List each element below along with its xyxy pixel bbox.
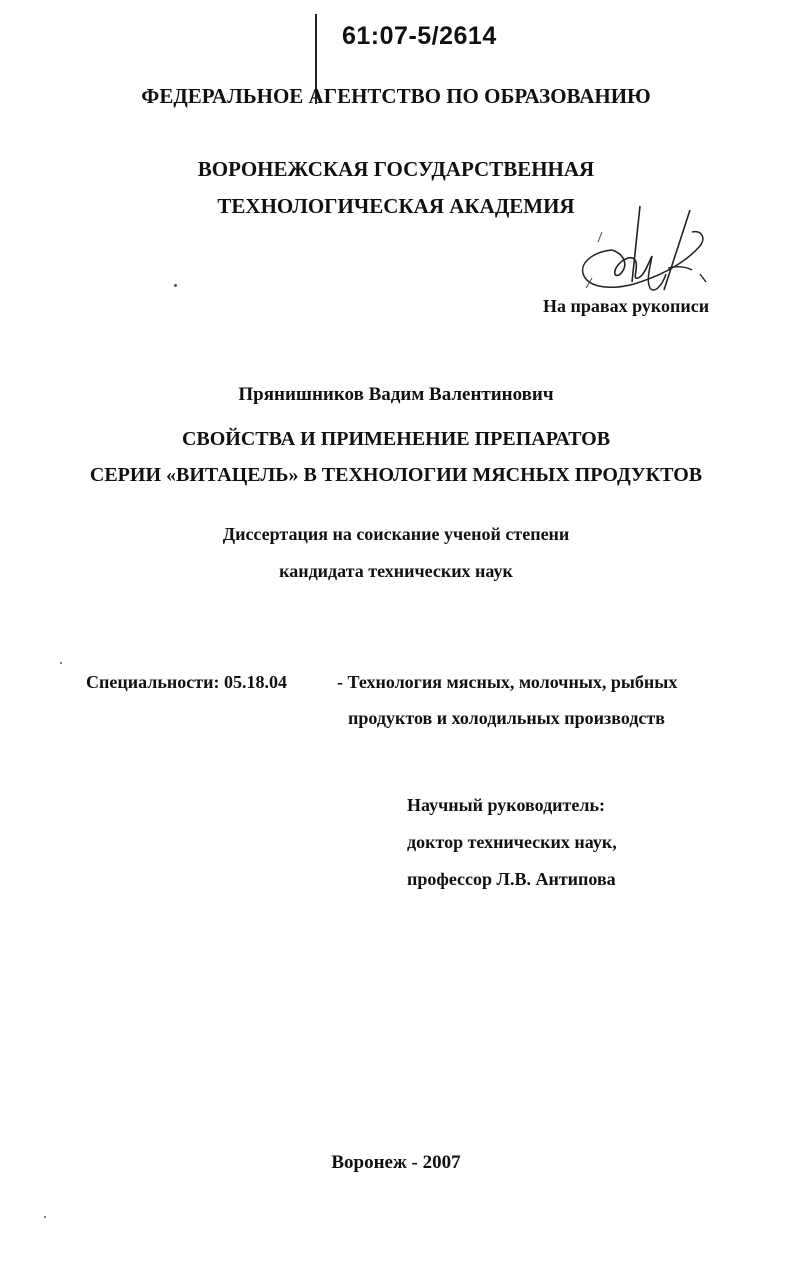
scan-speck (44, 1216, 46, 1218)
degree-line-1: Диссертация на соискание ученой степени (222, 524, 570, 544)
supervisor-name: профессор Л.В. Антипова (407, 869, 616, 889)
author-name: Прянишников Вадим Валентинович (238, 384, 554, 405)
supervisor-degree: доктор технических наук, (407, 832, 617, 852)
academy-name-line-1: ВОРОНЕЖСКАЯ ГОСУДАРСТВЕННАЯ (197, 157, 595, 181)
city-year: Воронеж - 2007 (331, 1152, 461, 1173)
scan-speck (60, 662, 62, 664)
supervisor-heading: Научный руководитель: (407, 795, 605, 815)
speciality-label: Специальности: 05.18.04 (86, 672, 287, 692)
manuscript-rights-note: На правах рукописи (543, 296, 710, 316)
speciality-description-line-2: продуктов и холодильных производств (348, 708, 665, 728)
catalog-number: 61:07-5/2614 (342, 22, 497, 50)
academy-name-line-2: ТЕХНОЛОГИЧЕСКАЯ АКАДЕМИЯ (217, 194, 575, 218)
degree-line-2: кандидата технических наук (279, 561, 513, 581)
agency-heading: ФЕДЕРАЛЬНОЕ АГЕНТСТВО ПО ОБРАЗОВАНИЮ (141, 84, 651, 108)
scan-speck (174, 284, 177, 287)
dissertation-title-line-2: СЕРИИ «ВИТАЦЕЛЬ» В ТЕХНОЛОГИИ МЯСНЫХ ПРОДУКТОВ (89, 464, 703, 486)
speciality-description-line-1: - Технология мясных, молочных, рыбных (337, 672, 678, 692)
dissertation-title-line-1: СВОЙСТВА И ПРИМЕНЕНИЕ ПРЕПАРАТОВ (181, 428, 611, 450)
